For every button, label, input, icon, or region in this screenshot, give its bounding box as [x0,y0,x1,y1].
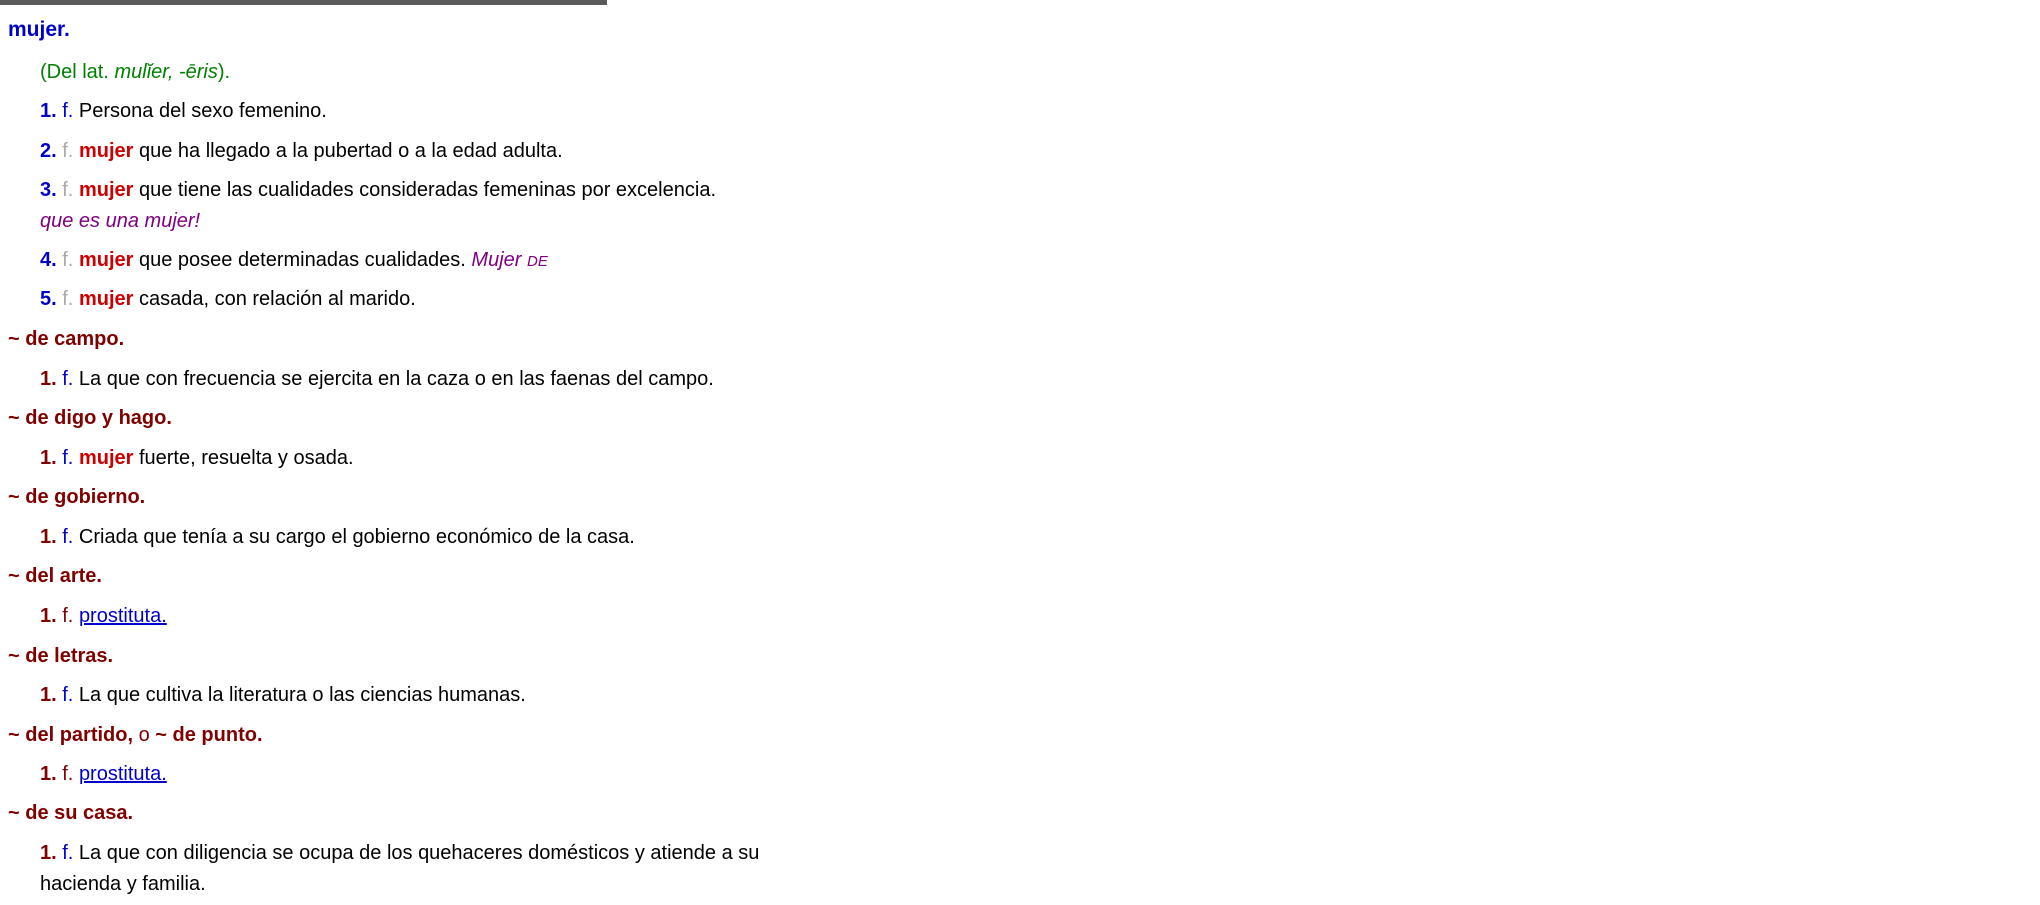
subentry-del-partido-sense [0,761,2040,787]
subentry-head: ~ de letras. [8,645,114,667]
usage-example-smallcaps: DE [527,253,548,270]
etymology-suffix: ). [217,61,231,83]
subentry-head: ~ de campo. [8,328,125,350]
reference-word: mujer [78,288,134,310]
xref-link-prostituta[interactable]: prostituta. [78,763,167,785]
subentry-de-su-casa [0,800,2008,826]
sense-number: 3. [40,179,57,201]
subentry-de-letras [0,643,2008,669]
grammar-abbr: f. [62,179,74,201]
subentry-de-campo-sense [0,366,2040,392]
subentry-de-gobierno [0,484,2008,510]
grammar-abbr: f. [62,526,74,548]
subentry-de-su-casa-sense [0,840,2040,866]
sense-number: 1. [40,526,57,548]
sense-text: La que con diligencia se ocupa de los quehaceres domésticos y atiende a su [73,842,760,864]
sense-text: casada, con relación al marido. [133,288,416,310]
etymology [0,59,2040,85]
subentry-del-partido [0,722,2008,748]
sense-text: fuerte, resuelta y osada. [133,447,354,469]
sense-1 [0,98,2040,124]
sense-text: La que con frecuencia se ejercita en la caza o en las faenas del campo. [73,368,714,390]
sense-number: 1. [40,684,57,706]
sense-number: 1. [40,763,57,785]
sense-number: 1. [40,447,57,469]
sense-text: Persona del sexo femenino. [73,100,327,122]
sense-3 [0,177,2040,203]
sense-text: que ha llegado a la pubertad o a la edad adulta. [133,140,563,162]
subentry-head: ~ del partido, [8,724,134,746]
dictionary-entry [0,5,760,905]
grammar-abbr: f. [62,368,74,390]
grammar-abbr: f. [62,447,74,469]
grammar-abbr: f. [62,100,74,122]
subentry-separator: o [133,724,156,746]
etymology-prefix: (Del lat. [40,61,115,83]
subentry-head-alt: ~ de punto. [155,724,263,746]
reference-word: mujer [78,179,134,201]
subentry-de-gobierno-sense [0,524,2040,550]
sense-number: 2. [40,140,57,162]
usage-example: que es una mujer! [40,210,201,232]
subentry-de-campo [0,326,2008,352]
grammar-abbr: f. [62,605,74,627]
etymology-latin: mulĭer, -ēris [114,61,218,83]
grammar-abbr: f. [62,684,74,706]
sense-text: que posee determinadas cualidades. [133,249,472,271]
sense-2 [0,138,2040,164]
sense-text: Criada que tenía a su cargo el gobierno económico de la casa. [73,526,635,548]
subentry-de-digo-y-hago [0,405,2008,431]
grammar-abbr: f. [62,288,74,310]
sense-number: 1. [40,605,57,627]
sense-text: que tiene las cualidades consideradas femeninas por excelencia. [133,179,716,201]
usage-example [471,249,547,271]
subentry-head: ~ de gobierno. [8,486,146,508]
sense-3-example [0,208,2040,234]
sense-number: 1. [40,842,57,864]
subentry-del-arte-sense [0,603,2040,629]
sense-text-continued: hacienda y familia. [40,873,206,895]
usage-example-lead: Mujer [471,249,527,271]
sense-4 [0,247,2040,275]
xref-link-prostituta[interactable]: prostituta. [78,605,167,627]
sense-number: 5. [40,288,57,310]
sense-number: 1. [40,368,57,390]
sense-number: 4. [40,249,57,271]
grammar-abbr: f. [62,140,74,162]
grammar-abbr: f. [62,249,74,271]
subentry-del-arte [0,563,2008,589]
subentry-de-su-casa-sense-cont [0,871,2040,897]
entry-headword [0,17,2008,43]
subentry-head: ~ de su casa. [8,802,134,824]
reference-word: mujer [78,140,134,162]
grammar-abbr: f. [62,763,74,785]
sense-5 [0,286,2040,312]
sense-number: 1. [40,100,57,122]
reference-word: mujer [78,447,134,469]
subentry-head: ~ del arte. [8,565,102,587]
subentry-de-letras-sense [0,682,2040,708]
grammar-abbr: f. [62,842,74,864]
sense-text: La que cultiva la literatura o las ciencias humanas. [73,684,526,706]
subentry-de-digo-y-hago-sense [0,445,2040,471]
reference-word: mujer [78,249,134,271]
subentry-head: ~ de digo y hago. [8,407,172,429]
headword: mujer. [8,18,70,41]
